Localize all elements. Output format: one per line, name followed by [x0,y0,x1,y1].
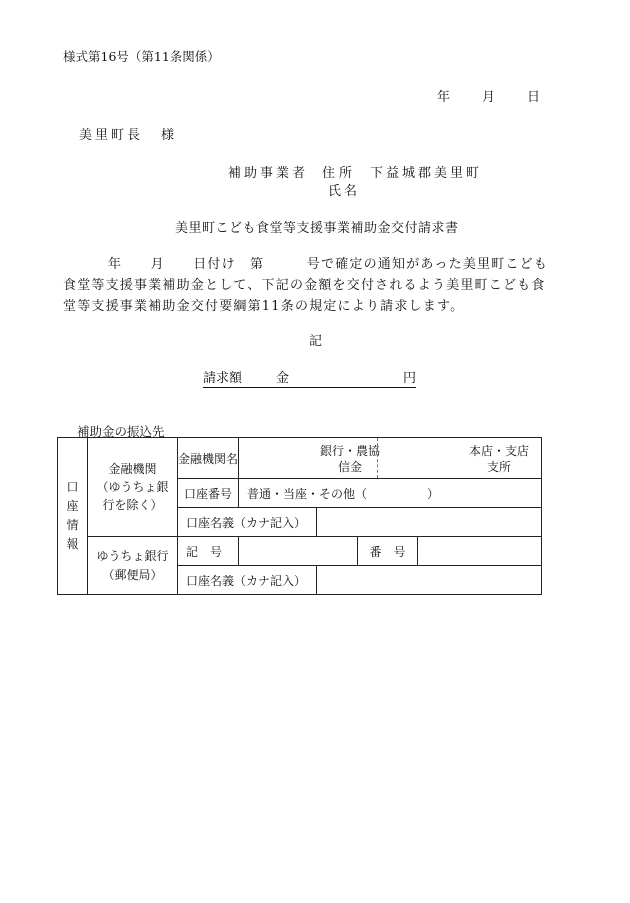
document-title: 美里町こども食堂等支援事業補助金交付請求書 [175,221,459,236]
account-holder-field[interactable] [317,508,542,537]
amount-yen: 円 [403,371,417,386]
bank-name-divider [377,438,378,478]
request-body [63,254,573,317]
address-label: 住所 [322,166,357,181]
number-label: 番 号 [358,537,418,566]
date-year: 年 [437,90,451,105]
body-line-3: 堂等支援事業補助金交付要綱第11条の規定により請求します。 [63,299,465,314]
bank-name-label: 金融機関名 [178,438,239,479]
amount-label: 請求額 [203,371,243,386]
date-month: 月 [482,90,496,105]
symbol-label: 記 号 [178,537,239,566]
yucho-bank-label: ゆうちょ銀行 （郵便局） [88,537,178,595]
date-day: 日 [527,90,541,105]
amount-kin: 金 [276,371,290,386]
applicant-role: 補助事業者 [228,166,309,181]
bank-section-title: 補助金の振込先 [77,424,165,439]
symbol-field[interactable] [239,537,358,566]
account-info-label: 口 座 情 報 [58,438,88,595]
name-label: 氏名 [328,184,361,199]
addressee-name: 美里町長 [79,128,144,143]
amount-line [203,367,416,388]
addressee-honorific: 様 [161,128,178,143]
body-line-2: 食堂等支援事業補助金として、下記の金額を交付されるよう美里町こども食 [63,278,546,293]
financial-institution-label: 金融機関 （ゆうちょ銀 行を除く） [88,438,178,537]
branch-type-options: 本店・支店 支所 [468,444,529,474]
addressee [79,124,177,143]
ki-heading: 記 [309,334,323,349]
yucho-holder-field[interactable] [317,566,542,595]
body-line-1: 年 月 日付け 第 号で確定の通知があった美里町こども [108,257,549,272]
applicant-line [228,162,482,181]
account-number-label: 口座番号 [178,479,239,508]
bank-type-options: 銀行・農協 信金 [319,444,380,474]
number-field[interactable] [418,537,542,566]
yucho-holder-label: 口座名義（カナ記入） [178,566,317,595]
bank-name-field[interactable] [239,438,542,479]
form-number: 様式第16号（第11条関係） [63,49,220,64]
account-holder-label: 口座名義（カナ記入） [178,508,317,537]
account-type-field[interactable]: 普通・当座・その他（ ） [239,479,542,508]
date-line [437,86,540,105]
bank-transfer-table [57,437,542,595]
address-value: 下益城郡美里町 [370,166,483,181]
